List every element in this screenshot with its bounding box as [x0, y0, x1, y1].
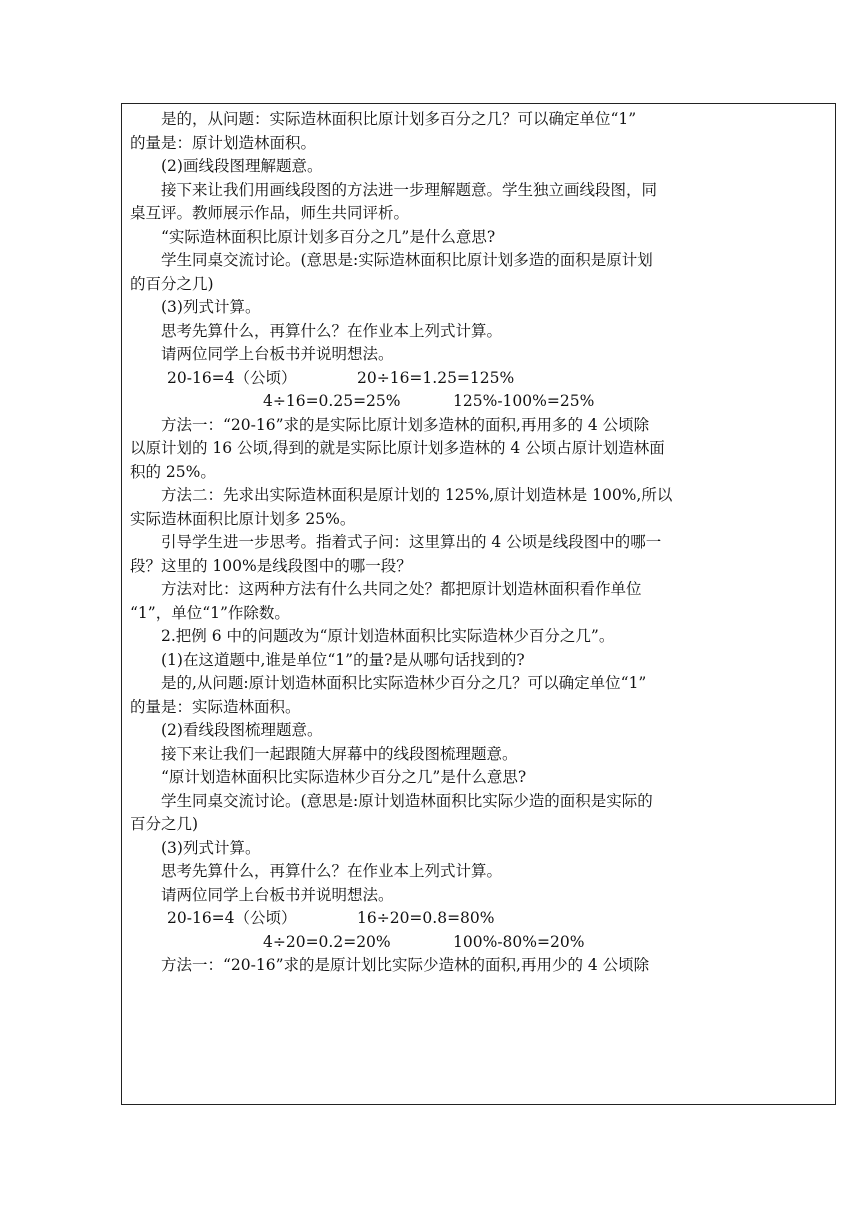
text-line: 的百分之几) [130, 274, 214, 293]
lesson-text [130, 108, 828, 978]
text-line: 百分之几) [130, 815, 199, 833]
text-line: 方法一：“20-16”求的是原计划比实际少造林的面积,再用少的 4 公顷除 [161, 956, 650, 974]
text-line: 请两位同学上台板书并说明想法。 [161, 345, 394, 363]
text-line: 方法对比：这两种方法有什么共同之处？都把原计划造林面积看作单位 [161, 580, 642, 598]
calc-row [130, 907, 828, 931]
text-line: 以原计划的 16 公顷,得到的就是实际比原计划多造林的 4 公顷占原计划造林面 [130, 439, 665, 457]
text-line: 学生同桌交流讨论。(意思是:实际造林面积比原计划多造的面积是原计划 [161, 251, 653, 269]
text-line: (3)列式计算。 [161, 838, 261, 857]
equation: 125%-100%=25% [453, 392, 595, 410]
equation: 20-16=4（公顷） [167, 368, 297, 387]
text-line: 学生同桌交流讨论。(意思是:原计划造林面积比实际少造的面积是实际的 [161, 791, 653, 810]
text-line: 方法二：先求出实际造林面积是原计划的 125%,原计划造林是 100%,所以 [161, 486, 673, 504]
text-line: 是的，从问题：实际造林面积比原计划多百分之几？可以确定单位“1” [161, 110, 637, 128]
text-line: 积的 25%。 [130, 462, 216, 481]
text-line: 引导学生进一步思考。指着式子问：这里算出的 4 公顷是线段图中的哪一 [161, 533, 662, 551]
equation: 16÷20=0.8=80% [357, 909, 495, 927]
text-line: 请两位同学上台板书并说明想法。 [161, 885, 394, 904]
equation: 4÷20=0.2=20% [263, 932, 391, 951]
text-line: 实际造林面积比原计划多 25%。 [130, 509, 356, 528]
text-line: 的量是：实际造林面积。 [130, 697, 301, 716]
text-line: 是的,从问题:原计划造林面积比实际造林少百分之几？可以确定单位“1” [161, 674, 647, 692]
equation: 100%-80%=20% [453, 932, 585, 951]
calc-row [130, 931, 828, 955]
text-line: 段？这里的 100%是线段图中的哪一段？ [130, 556, 412, 575]
text-line: 2.把例 6 中的问题改为“原计划造林面积比实际造林少百分之几”。 [161, 627, 615, 645]
text-line: (2)画线段图理解题意。 [161, 157, 323, 175]
text-line: (3)列式计算。 [161, 298, 261, 316]
equation: 4÷16=0.25=25% [263, 392, 401, 410]
text-line: 思考先算什么，再算什么？在作业本上列式计算。 [161, 862, 503, 880]
text-line: “1”，单位“1”作除数。 [130, 603, 290, 622]
text-line: (2)看线段图梳理题意。 [161, 721, 323, 739]
text-line: 方法一：“20-16”求的是实际比原计划多造林的面积,再用多的 4 公顷除 [161, 415, 650, 434]
calc-row [130, 390, 828, 414]
text-line: 接下来让我们一起跟随大屏幕中的线段图梳理题意。 [161, 744, 518, 763]
calc-row [130, 367, 828, 391]
text-line: 的量是：原计划造林面积。 [130, 133, 317, 152]
text-line: 接下来让我们用画线段图的方法进一步理解题意。学生独立画线段图，同 [161, 180, 658, 199]
text-line: (1)在这道题中,谁是单位“1”的量?是从哪句话找到的? [161, 650, 525, 669]
text-line: “实际造林面积比原计划多百分之几”是什么意思? [161, 227, 496, 246]
equation: 20-16=4（公顷） [167, 909, 297, 927]
text-line: “原计划造林面积比实际造林少百分之几”是什么意思? [161, 768, 527, 786]
text-line: 思考先算什么，再算什么？在作业本上列式计算。 [161, 321, 503, 340]
equation: 20÷16=1.25=125% [357, 368, 515, 387]
text-line: 桌互评。教师展示作品，师生共同评析。 [130, 204, 410, 222]
table-cell-frame [121, 103, 836, 1105]
